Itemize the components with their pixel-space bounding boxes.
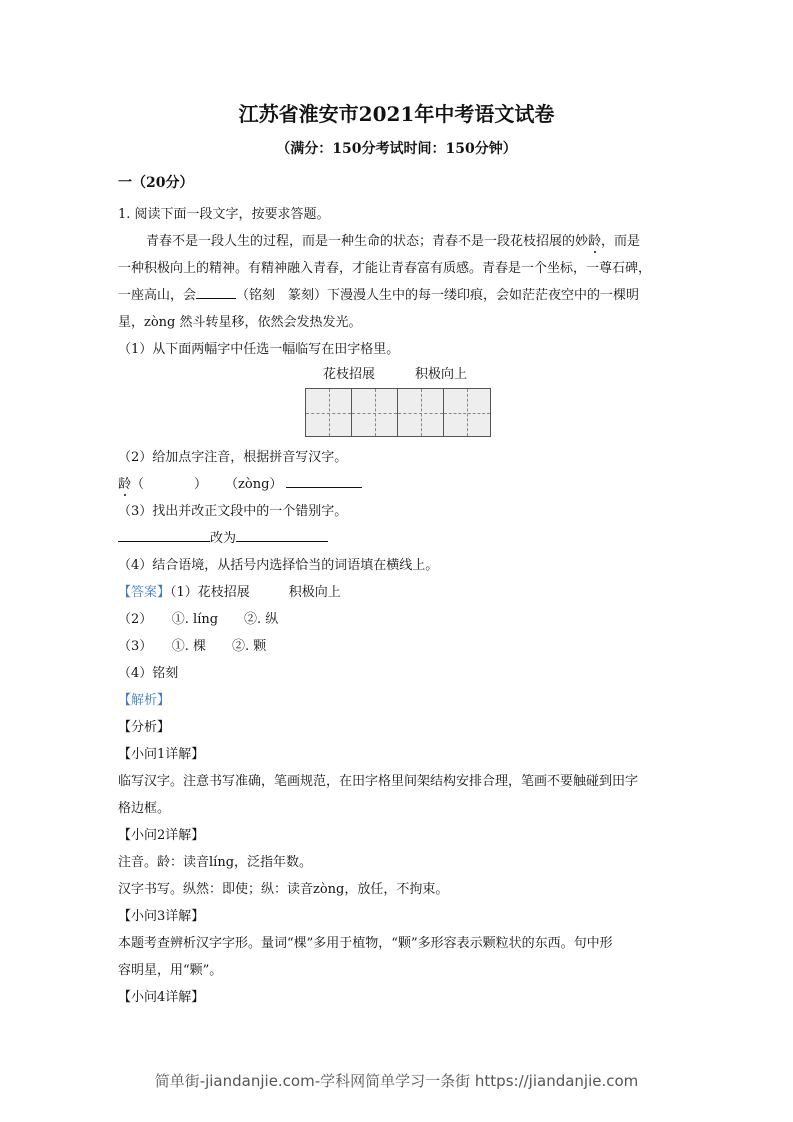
copy-word: 花枝招展 xyxy=(323,367,376,382)
grid-cell[interactable] xyxy=(398,389,444,436)
sub-question-3-blanks: 改为 xyxy=(118,527,328,546)
explain-line: 注音。龄：读音líng，泛指年数。 xyxy=(118,855,313,870)
answer-blank[interactable] xyxy=(236,529,328,542)
sub-question-2-blanks: 龄（ ） （zòng） xyxy=(118,473,362,492)
page-title: 江苏省淮安市2021年中考语文试卷 xyxy=(238,102,555,126)
explain-line: 【小问3详解】 xyxy=(118,909,205,924)
explain-line: 格边框。 xyxy=(118,801,171,816)
answer-line: （3） ①. 棵 ②. 颗 xyxy=(118,639,267,654)
explain-line: 本题考查辨析汉字字形。量词“棵”多用于植物，“颗”多形容表示颗粒状的东西。句中形 xyxy=(118,936,613,951)
watermark-footer: 简单街-jiandanjie.com-学科网简单学习一条街 https://jiandanjie.com xyxy=(154,1072,639,1090)
question-1: 1. 阅读下面一段文字，按要求答题。 xyxy=(118,207,330,222)
sub-question-2: （2）给加点字注音，根据拼音写汉字。 xyxy=(118,450,348,465)
explain-line: 【分析】 xyxy=(118,720,171,735)
explain-line: 汉字书写。纵然：即使；纵：读音zòng，放任，不拘束。 xyxy=(118,882,449,897)
copy-word: 积极向上 xyxy=(415,367,468,382)
answer-blank[interactable] xyxy=(286,475,362,488)
sub-question-4: （4）结合语境，从括号内选择恰当的词语填在横线上。 xyxy=(118,558,439,573)
tianzige-grid[interactable] xyxy=(305,388,491,437)
answer-blank[interactable] xyxy=(118,529,210,542)
grid-cell[interactable] xyxy=(444,389,490,436)
sub-question-1: （1）从下面两幅字中任选一幅临写在田字格里。 xyxy=(118,342,400,357)
page-subtitle: （满分：150分考试时间：150分钟） xyxy=(276,141,517,157)
passage-line: 星，zòng 然斗转星移，依然会发热发光。 xyxy=(118,315,362,330)
section-heading: 一（20分） xyxy=(118,175,194,191)
analysis-label: 【解析】 xyxy=(118,693,171,708)
answer-line: （2） ①. líng ②. 纵 xyxy=(118,612,279,627)
answer-line: 【答案】（1）花枝招展 积极向上 xyxy=(118,585,341,600)
answer-label: 【答案】 xyxy=(118,585,171,600)
passage-line: 一座高山，会 （铭刻 篆刻）下漫漫人生中的每一缕印痕，会如茫茫夜空中的一棵明 xyxy=(118,288,640,303)
grid-cell[interactable] xyxy=(352,389,398,436)
explain-line: 【小问2详解】 xyxy=(118,828,205,843)
answer-line: （4）铭刻 xyxy=(118,666,179,681)
explain-line: 【小问1详解】 xyxy=(118,747,205,762)
explain-line: 容明星，用“颗”。 xyxy=(118,963,223,978)
explain-line: 【小问4详解】 xyxy=(118,990,205,1005)
grid-cell[interactable] xyxy=(306,389,352,436)
explain-line: 临写汉字。注意书写准确，笔画规范，在田字格里间架结构安排合理，笔画不要触碰到田字 xyxy=(118,774,639,789)
passage-line: 一种积极向上的精神。有精神融入青春，才能让青春富有质感。青春是一个坐标，一尊石碑， xyxy=(118,261,652,276)
passage-line: 青春不是一段人生的过程，而是一种生命的状态；青春不是一段花枝招展的妙龄，而是 xyxy=(146,234,641,249)
sub-question-3: （3）找出并改正文段中的一个错别字。 xyxy=(118,504,348,519)
